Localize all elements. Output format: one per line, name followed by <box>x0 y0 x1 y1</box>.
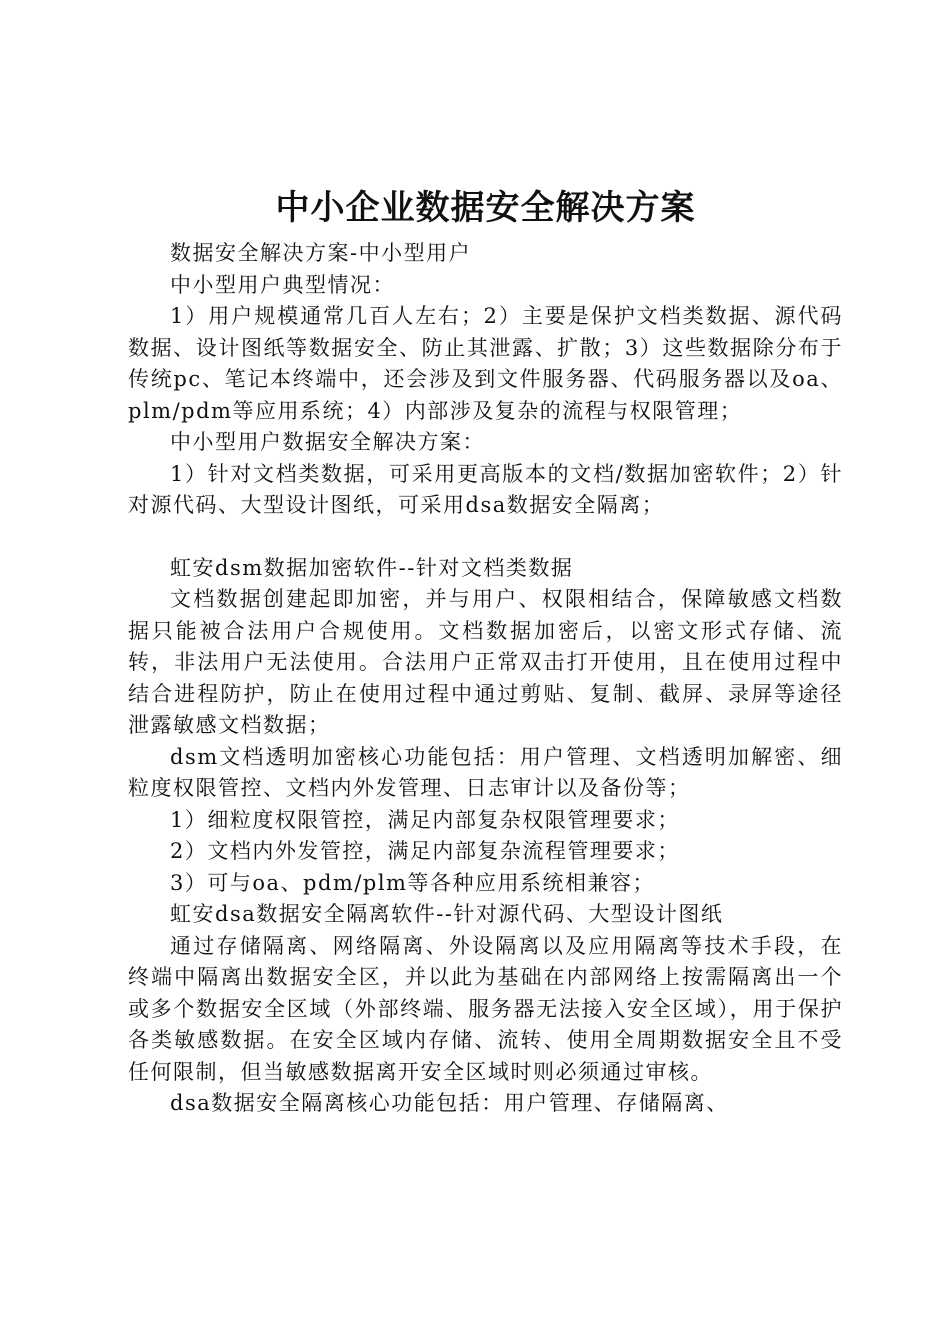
paragraph-typical-body: 1）用户规模通常几百人左右；2）主要是保护文档类数据、源代码数据、设计图纸等数据安全、防止其泄露、扩散；3）这些数据除分布于传统pc、笔记本终端中，还会涉及到文件服务器、代码服务器以及oa、plm/pdm等应用系统；4）内部涉及复杂的流程与权限管理； <box>128 304 843 423</box>
list-item: 1）细粒度权限管控，满足内部复杂权限管理要求； <box>170 807 680 832</box>
blank-line <box>128 522 843 553</box>
list-item: 3）可与oa、pdm/plm等各种应用系统相兼容； <box>170 870 655 895</box>
paragraph-solution-body: 1）针对文档类数据，可采用更高版本的文档/数据加密软件；2）针对源代码、大型设计图纸，可采用dsa数据安全隔离； <box>128 461 843 517</box>
paragraph-dsa-features: dsa数据安全隔离核心功能包括：用户管理、存储隔离、 <box>170 1091 729 1115</box>
paragraph-solution-heading: 中小型用户数据安全解决方案： <box>170 430 485 454</box>
paragraph-typical-heading: 中小型用户典型情况： <box>170 272 395 297</box>
paragraph-dsm-body: 文档数据创建起即加密，并与用户、权限相结合，保障敏感文档数据只能被合法用户合规使用。文档数据加密后，以密文形式存储、流转，非法用户无法使用。合法用户正常双击打开使用，且在使用过程中结合进程防护，防止在使用过程中通过剪贴、复制、截屏、录屏等途径泄露敏感文档数据； <box>128 587 843 737</box>
paragraph-dsm-features: dsm文档透明加密核心功能包括：用户管理、文档透明加解密、细粒度权限管控、文档内外发管理、日志审计以及备份等； <box>128 744 843 800</box>
paragraph-dsa-heading: 虹安dsa数据安全隔离软件--针对源代码、大型设计图纸 <box>170 902 724 926</box>
document-page <box>128 182 843 1120</box>
document-title: 中小企业数据安全解决方案 <box>275 188 696 228</box>
list-item: 2）文档内外发管控，满足内部复杂流程管理要求； <box>170 839 680 863</box>
paragraph-subtitle: 数据安全解决方案-中小型用户 <box>170 241 472 265</box>
paragraph-dsm-heading: 虹安dsm数据加密软件--针对文档类数据 <box>170 555 574 580</box>
paragraph-dsa-body: 通过存储隔离、网络隔离、外设隔离以及应用隔离等技术手段，在终端中隔离出数据安全区，并以此为基础在内部网络上按需隔离出一个或多个数据安全区域（外部终端、服务器无法接入安全区域），用于保护各类敏感数据。在安全区域内存储、流转、使用全周期数据安全且不受任何限制，但当敏感数据离开安全区域时则必须通过审核。 <box>128 933 843 1084</box>
